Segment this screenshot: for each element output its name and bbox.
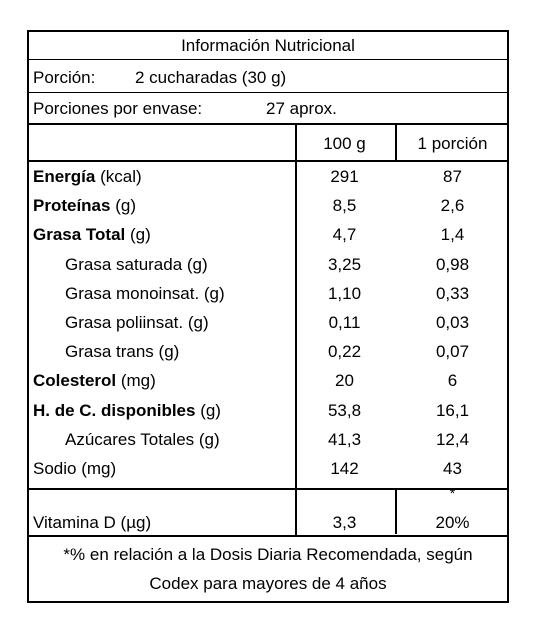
nutrient-name [33, 459, 116, 479]
vitamin-d-asterisk: * [449, 485, 456, 501]
nutrient-name [33, 401, 221, 421]
nutrient-name [65, 430, 220, 450]
nutrient-value-100g: 1,10 [327, 284, 362, 303]
column-header-100g: 100 g [323, 134, 366, 153]
nutrient-unit: (g) [125, 225, 151, 244]
nutrient-unit: Azúcares Totales (g) [65, 430, 220, 449]
vitamin-d-name: Vitamina D (µg) [33, 513, 152, 532]
nutrient-value-portion: 0,98 [435, 255, 470, 274]
nutrient-value-100g: 41,3 [327, 430, 362, 449]
nutrient-name [65, 255, 208, 275]
nutrient-name [65, 284, 225, 304]
divider [29, 160, 507, 162]
servings-value: 27 aprox. [266, 99, 337, 118]
servings-label: Porciones por envase: [33, 99, 203, 118]
nutrient-name-bold: H. de C. disponibles [33, 401, 196, 420]
nutrient-name [65, 313, 209, 333]
portion-label: Porción: [33, 68, 96, 87]
nutrient-value-portion: 0,03 [435, 313, 470, 332]
portion-value: 2 cucharadas (30 g) [135, 68, 287, 87]
nutrient-name [33, 167, 142, 187]
nutrient-name [65, 342, 179, 362]
nutrient-unit: Sodio (mg) [33, 459, 117, 478]
divider [395, 123, 397, 160]
divider [29, 92, 507, 93]
footnote-line-2: Codex para mayores de 4 años [149, 574, 387, 593]
nutrient-value-100g: 3,25 [327, 255, 362, 274]
nutrition-label [27, 30, 509, 603]
nutrient-value-100g: 8,5 [332, 196, 357, 215]
nutrient-unit: Grasa saturada (g) [65, 255, 208, 274]
nutrient-name-bold: Colesterol [33, 371, 117, 390]
nutrient-unit: (kcal) [95, 167, 142, 186]
nutrient-value-portion: 0,07 [435, 342, 470, 361]
nutrient-name-bold: Energía [33, 167, 96, 186]
nutrient-value-100g: 0,22 [327, 342, 362, 361]
nutrient-value-portion: 2,6 [440, 196, 465, 215]
nutrient-value-portion: 16,1 [435, 401, 470, 420]
nutrient-unit: (g) [110, 196, 136, 215]
nutrient-value-portion: 1,4 [440, 225, 465, 244]
nutrient-value-100g: 20 [335, 371, 354, 390]
nutrient-value-100g: 4,7 [332, 225, 357, 244]
column-header-portion: 1 porción [417, 134, 488, 153]
nutrient-unit: (g) [195, 401, 221, 420]
nutrient-name-bold: Proteínas [33, 196, 111, 215]
nutrient-value-100g: 53,8 [327, 401, 362, 420]
nutrient-name [33, 196, 136, 216]
nutrient-value-portion: 6 [447, 371, 458, 390]
label-title: Información Nutricional [181, 36, 355, 55]
nutrient-value-100g: 291 [330, 167, 359, 186]
nutrient-unit: Grasa poliinsat. (g) [65, 313, 209, 332]
nutrient-unit: (mg) [116, 371, 156, 390]
nutrient-value-100g: 0,11 [328, 313, 361, 332]
nutrient-unit: Grasa monoinsat. (g) [65, 284, 225, 303]
divider [295, 123, 297, 535]
nutrient-value-portion: 87 [443, 167, 462, 186]
nutrient-name-bold: Grasa Total [33, 225, 126, 244]
nutrient-value-portion: 12,4 [435, 430, 470, 449]
nutrient-name [33, 225, 151, 245]
divider [29, 535, 507, 537]
vitamin-d-portion: 20% [435, 513, 470, 532]
nutrient-value-portion: 43 [443, 459, 462, 478]
divider [29, 123, 507, 125]
nutrient-unit: Grasa trans (g) [65, 342, 180, 361]
divider [395, 490, 397, 534]
nutrient-value-100g: 142 [330, 459, 359, 478]
vitamin-d-100g: 3,3 [332, 513, 357, 532]
nutrient-name [33, 371, 156, 391]
nutrient-value-portion: 0,33 [435, 284, 470, 303]
footnote-line-1: *% en relación a la Dosis Diaria Recomendada, según [63, 545, 473, 564]
divider [29, 59, 507, 60]
